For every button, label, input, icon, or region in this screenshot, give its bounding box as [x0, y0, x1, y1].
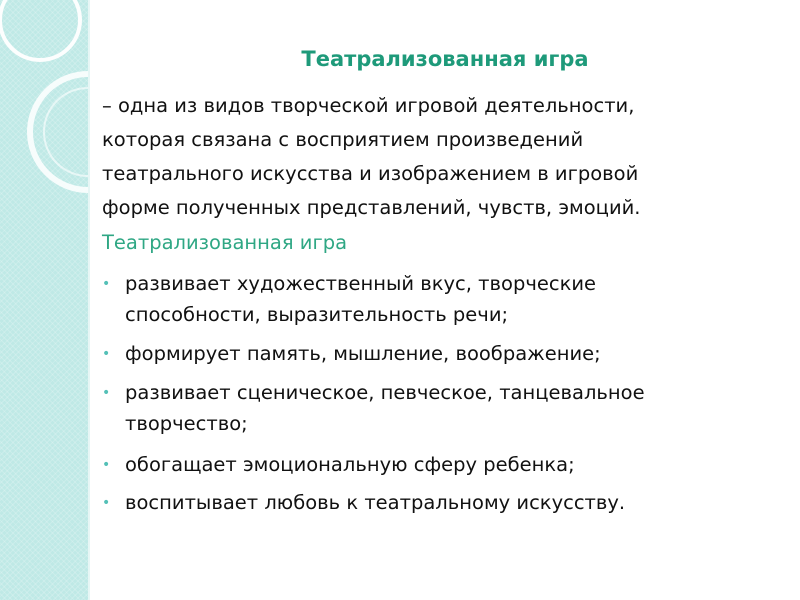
definition-line-1: – одна из видов творческой игровой деятельности,	[102, 94, 635, 117]
bullet-marker: •	[102, 276, 111, 292]
bullet-marker: •	[102, 457, 111, 473]
bullet-text: развивает сценическое, певческое, танцевальное	[125, 381, 645, 404]
bullet-marker: •	[102, 495, 111, 511]
definition-line-4: форме полученных представлений, чувств, эмоций.	[102, 196, 641, 219]
bullet-text: обогащает эмоциональную сферу ребенка;	[125, 453, 575, 476]
bullet-marker: •	[102, 346, 111, 362]
bullet-text: формирует память, мышление, воображение;	[125, 342, 601, 365]
slide-title: Театрализованная игра	[301, 47, 589, 71]
bullet-text: воспитывает любовь к театральному искусству.	[125, 491, 626, 514]
definition-line-2: которая связана с восприятием произведений	[102, 128, 584, 151]
bullet-text-continuation: творчество;	[125, 412, 248, 435]
subheading: Театрализованная игра	[102, 231, 348, 254]
bullet-text: развивает художественный вкус, творческие	[125, 272, 597, 295]
definition-line-3: театрального искусства и изображением в игровой	[102, 162, 639, 185]
bullet-text-continuation: способности, выразительность речи;	[125, 303, 509, 326]
bullet-marker: •	[102, 385, 111, 401]
